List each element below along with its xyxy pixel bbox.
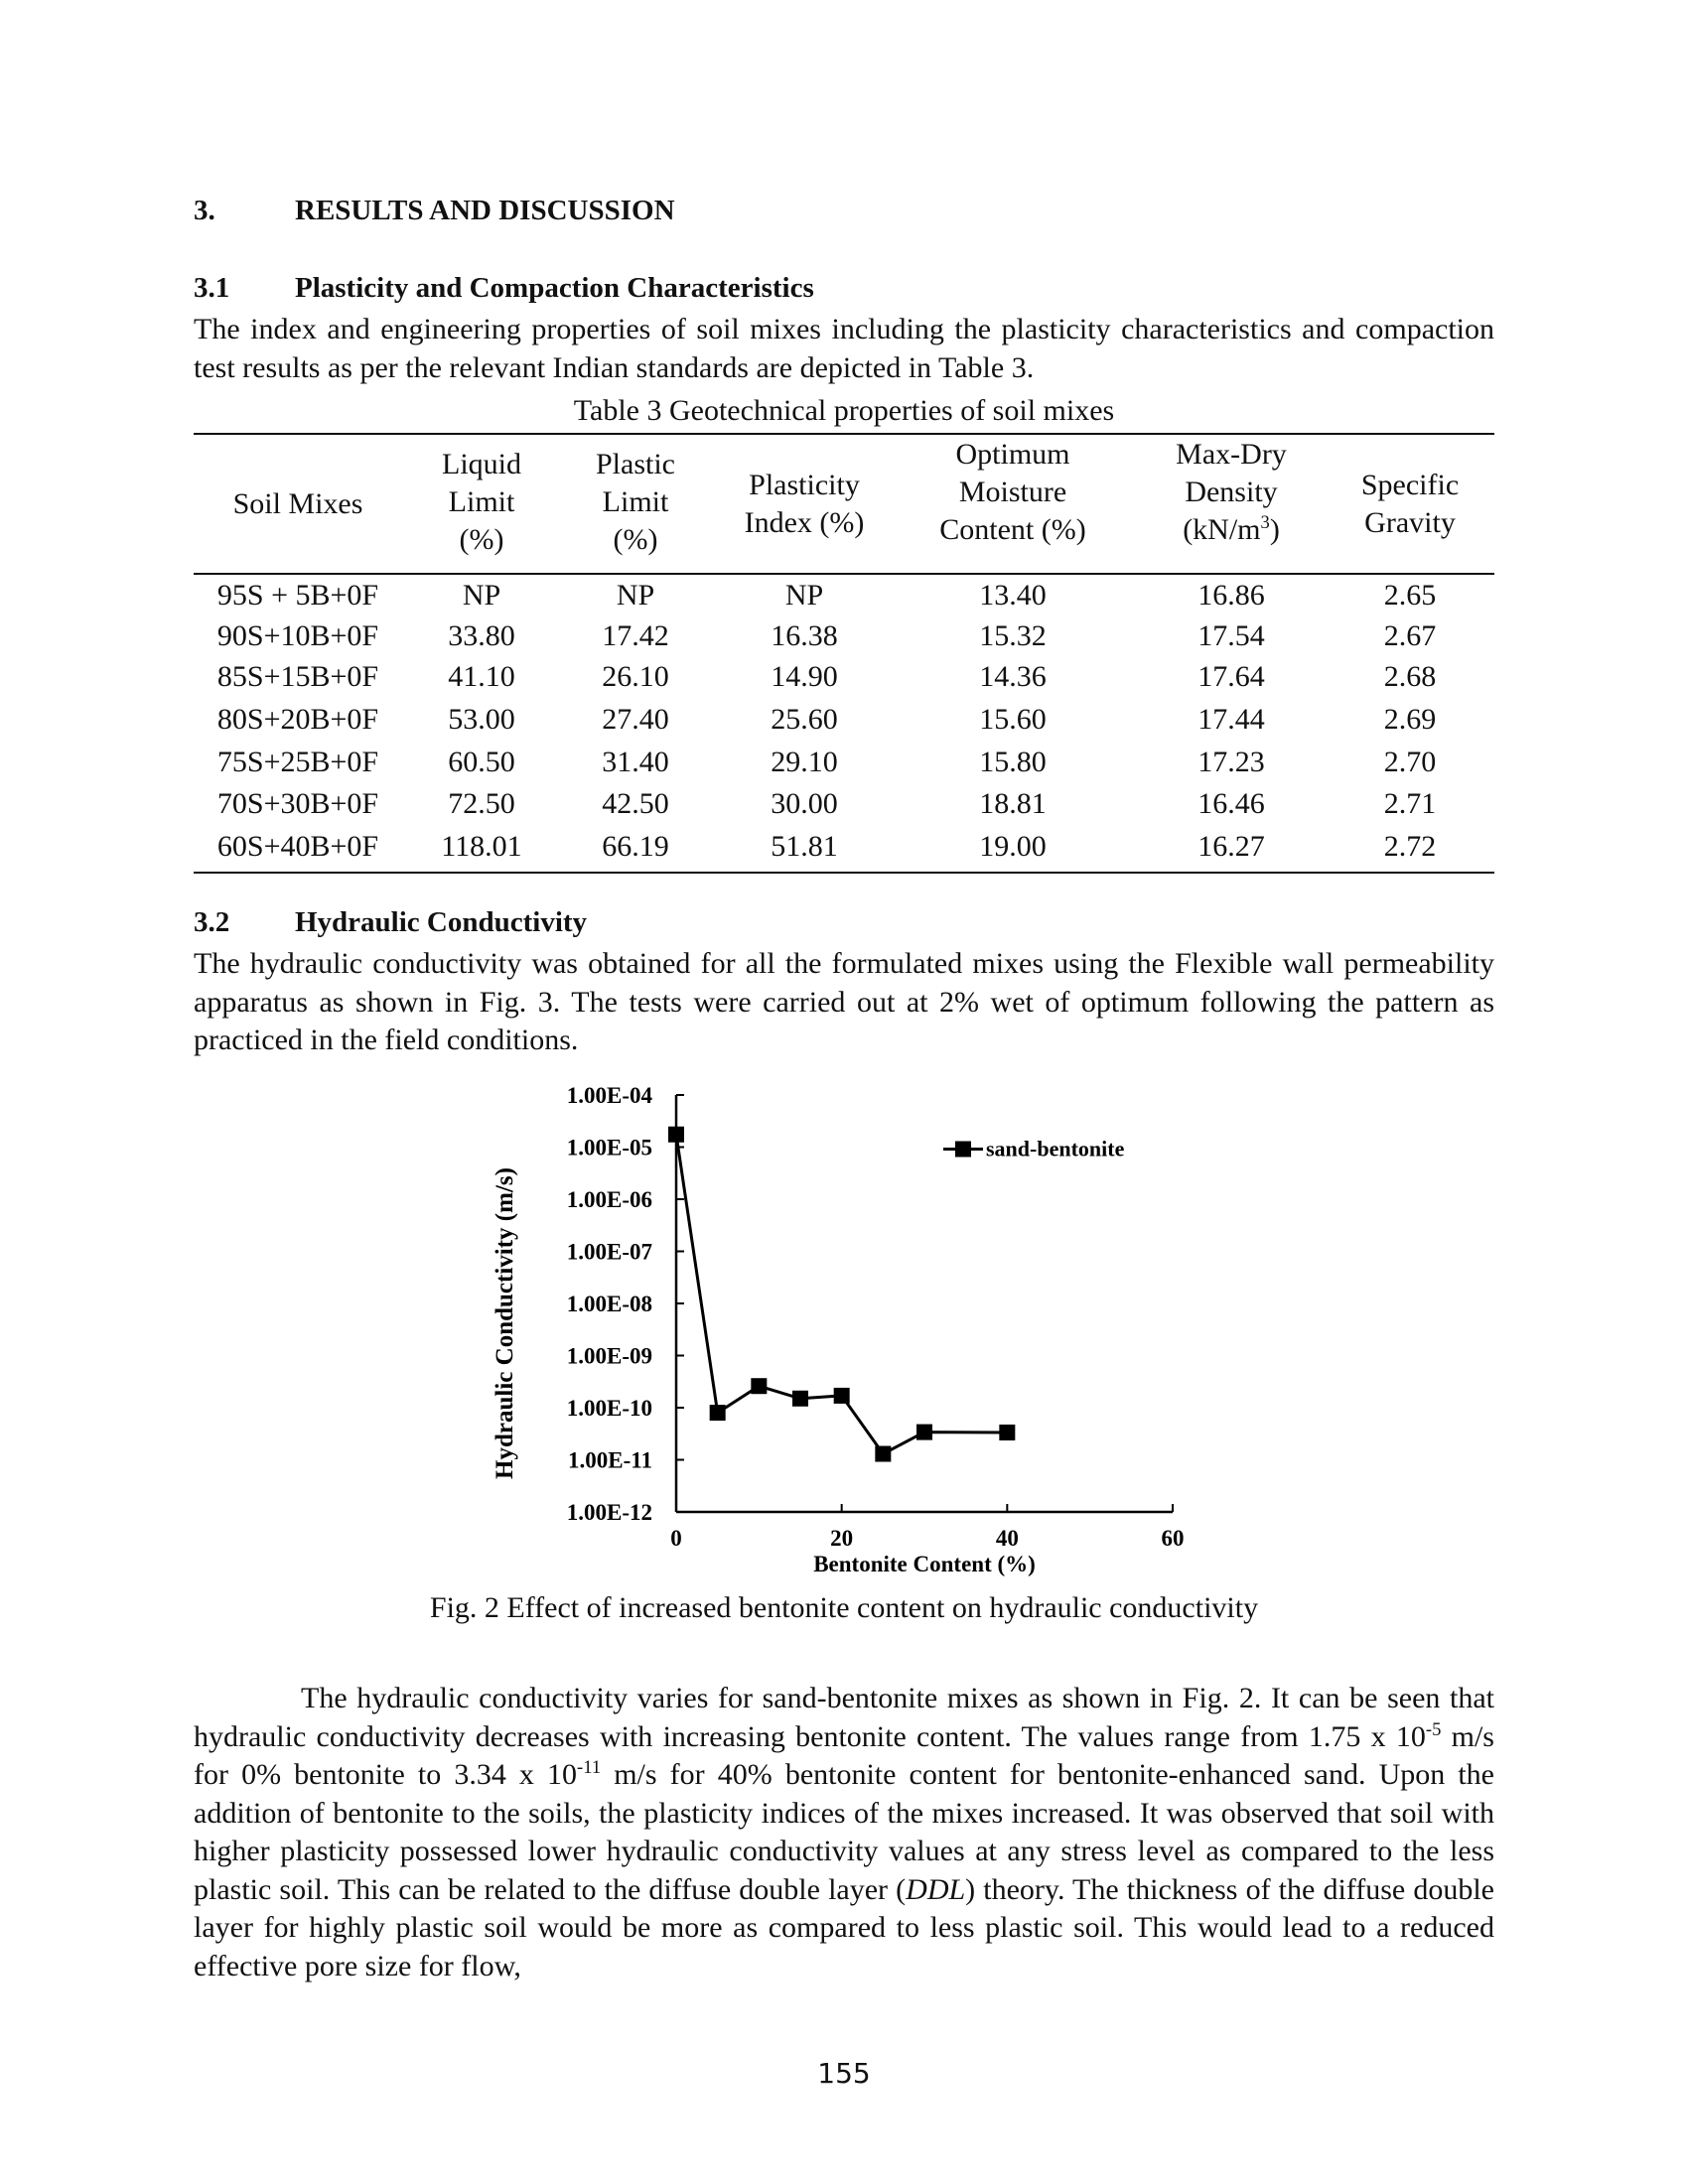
table-cell: 17.64 (1197, 660, 1265, 693)
table-cell: 31.40 (602, 746, 669, 778)
section-number: 3.1 (194, 272, 230, 304)
table-cell: 66.19 (602, 830, 669, 863)
table-cell: 16.38 (771, 619, 838, 652)
data-point (751, 1378, 767, 1394)
table-cell: 90S+10B+0F (216, 619, 379, 652)
ddl-abbreviation: DDL (906, 1872, 966, 1906)
section-title: Hydraulic Conductivity (295, 906, 588, 938)
table-cell: 75S+25B+0F (216, 746, 379, 778)
header-line: (%) (459, 523, 504, 556)
discussion-text: ) theory. The thickness of the diffuse double layer for highly plastic soil would be more as compared to less plastic soil. This would lead to a reduced effective pore size for flow, (194, 1872, 1494, 1982)
x-tick-label: 40 (995, 1526, 1019, 1551)
header-plastic-limit (556, 446, 715, 559)
header-optimum-moisture-content (904, 436, 1122, 549)
x-tick-label: 60 (1161, 1526, 1185, 1551)
table-cell: 17.23 (1197, 746, 1265, 778)
discussion-text: The hydraulic conductivity varies for sand-bentonite mixes as shown in Fig. 2. It can be seen that hydraulic conductivity decreases with increasing bentonite content. The values range from 1.75 x 10 (194, 1682, 1494, 1753)
table-cell: 17.44 (1197, 703, 1265, 736)
y-tick-label: 1.00E-08 (566, 1292, 652, 1316)
table-cell: 53.00 (448, 703, 515, 736)
header-line: Limit (602, 485, 669, 518)
table-cell: 16.27 (1197, 830, 1265, 863)
y-tick-label: 1.00E-04 (566, 1083, 652, 1108)
y-tick-label: 1.00E-09 (566, 1343, 652, 1369)
header-line: Max-Dry (1176, 438, 1287, 471)
data-point (668, 1127, 684, 1143)
table-bottom-rule (194, 872, 1494, 874)
header-line: Optimum (955, 438, 1070, 471)
header-line: Gravity (1364, 506, 1456, 539)
section-number: 3. (194, 195, 215, 226)
data-point (875, 1446, 891, 1462)
data-point (834, 1388, 850, 1404)
table-cell: 85S+15B+0F (216, 660, 379, 693)
table-cell: 118.01 (441, 830, 522, 863)
exponent: -11 (577, 1757, 602, 1778)
table-cell: 15.32 (979, 619, 1047, 652)
table-header-rule (194, 573, 1494, 575)
table-cell: 15.80 (979, 746, 1047, 778)
table-cell: 2.65 (1383, 579, 1437, 612)
table-cell: 17.54 (1197, 619, 1265, 652)
table-cell: 19.00 (979, 830, 1047, 863)
section-3-2-heading (194, 906, 588, 939)
header-line: Specific (1360, 469, 1460, 501)
data-point (916, 1425, 932, 1440)
y-tick-label: 1.00E-05 (566, 1135, 652, 1160)
data-point (999, 1425, 1015, 1440)
header-max-dry-density (1132, 436, 1331, 549)
legend-label: sand-bentonite (986, 1136, 1125, 1161)
table-cell: NP (462, 579, 501, 612)
y-axis-label: Hydraulic Conductivity (m/s) (492, 1167, 518, 1479)
header-text: Soil Mixes (232, 487, 363, 520)
figure-caption: Fig. 2 Effect of increased bentonite content on hydraulic conductivity (429, 1591, 1259, 1624)
table-cell: 13.40 (979, 579, 1047, 612)
header-specific-gravity (1331, 467, 1489, 542)
table-cell: 16.86 (1197, 579, 1265, 612)
header-line: Plastic (596, 448, 675, 480)
table-cell: 95S + 5B+0F (216, 579, 379, 612)
table-cell: 14.90 (771, 660, 838, 693)
table-cell: 15.60 (979, 703, 1047, 736)
y-tick-label: 1.00E-11 (568, 1447, 652, 1473)
table-cell: 2.71 (1383, 787, 1437, 820)
header-soil-mixes (199, 485, 397, 523)
table-cell: 30.00 (771, 787, 838, 820)
table-cell: 27.40 (602, 703, 669, 736)
header-line: (%) (613, 523, 658, 556)
table-caption: Table 3 Geotechnical properties of soil mixes (573, 394, 1115, 427)
table-cell: 25.60 (771, 703, 838, 736)
table-cell: 2.68 (1383, 660, 1437, 693)
y-tick-label: 1.00E-07 (566, 1239, 652, 1265)
exponent: -5 (1425, 1718, 1442, 1740)
discussion-text: m/s for 40% bentonite content for bentonite-enhanced sand. Upon the addition of bentonite to the soils, the plasticity indices of the mixes increased. It was observed that soil with higher plasticity possessed lower hydraulic conductivity values at any stress level as compared to the less plastic soil. This can be related to the diffuse double layer ( (194, 1758, 1494, 1906)
section-title: RESULTS AND DISCUSSION (295, 195, 675, 226)
table-cell: 60.50 (448, 746, 515, 778)
table-cell: 26.10 (602, 660, 669, 693)
table-cell: 42.50 (602, 787, 669, 820)
section-3-2-paragraph: The hydraulic conductivity was obtained for all the formulated mixes using the Flexible wall permeability apparatus as shown in Fig. 3. The tests were carried out at 2% wet of optimum following the pattern as practiced in the field conditions. (194, 947, 1494, 1056)
hydraulic-conductivity-chart (477, 1077, 1231, 1603)
header-line: Density (1185, 476, 1278, 508)
table-cell: 2.72 (1383, 830, 1437, 863)
table-cell: 14.36 (979, 660, 1047, 693)
table-cell: NP (784, 579, 824, 612)
header-unit-exponent: 3 (1260, 512, 1270, 533)
x-tick-label: 20 (830, 1526, 854, 1551)
header-unit: (kN/m (1183, 513, 1261, 546)
table-cell: 70S+30B+0F (216, 787, 379, 820)
x-tick-label: 0 (670, 1526, 682, 1551)
y-tick-label: 1.00E-12 (566, 1500, 652, 1525)
table-cell: 60S+40B+0F (216, 830, 379, 863)
table-cell: NP (616, 579, 655, 612)
discussion-paragraph (194, 1680, 1494, 1985)
table-top-rule (194, 433, 1494, 435)
header-liquid-limit (402, 446, 561, 559)
series-line (676, 1135, 1007, 1454)
data-point (710, 1405, 726, 1421)
header-line: Liquid (442, 448, 521, 480)
header-line: Index (%) (744, 506, 865, 539)
table-cell: 41.10 (448, 660, 515, 693)
table-cell: 2.69 (1383, 703, 1437, 736)
data-point (792, 1391, 808, 1407)
section-3-heading (194, 195, 675, 227)
header-line: Content (%) (939, 513, 1086, 546)
y-tick-label: 1.00E-06 (566, 1187, 652, 1212)
header-line: Limit (448, 485, 515, 518)
section-title: Plasticity and Compaction Characteristics (295, 272, 814, 304)
table-cell: 33.80 (448, 619, 515, 652)
table-cell: 2.70 (1383, 746, 1437, 778)
page-number: 155 (817, 2057, 871, 2090)
table-cell: 2.67 (1383, 619, 1437, 652)
table-cell: 16.46 (1197, 787, 1265, 820)
legend-marker (955, 1142, 971, 1158)
table-cell: 72.50 (448, 787, 515, 820)
header-plasticity-index (725, 467, 884, 542)
discussion-text: m/s for 0% bentonite to 3.34 x 10 (194, 1719, 1494, 1791)
x-axis-label: Bentonite Content (%) (813, 1552, 1036, 1576)
section-number: 3.2 (194, 906, 230, 938)
y-tick-label: 1.00E-10 (566, 1396, 652, 1421)
header-line: Moisture (958, 476, 1067, 508)
section-3-1-heading (194, 272, 814, 305)
header-line (1132, 511, 1331, 549)
table-cell: 80S+20B+0F (216, 703, 379, 736)
header-line: Plasticity (749, 469, 860, 501)
header-unit-close: ) (1269, 513, 1280, 546)
table-cell: 18.81 (979, 787, 1047, 820)
table-cell: 29.10 (771, 746, 838, 778)
table-cell: 17.42 (602, 619, 669, 652)
section-3-1-paragraph: The index and engineering properties of soil mixes including the plasticity characteristics and compaction test results as per the relevant Indian standards are depicted in Table 3. (194, 313, 1494, 384)
table-cell: 51.81 (771, 830, 838, 863)
